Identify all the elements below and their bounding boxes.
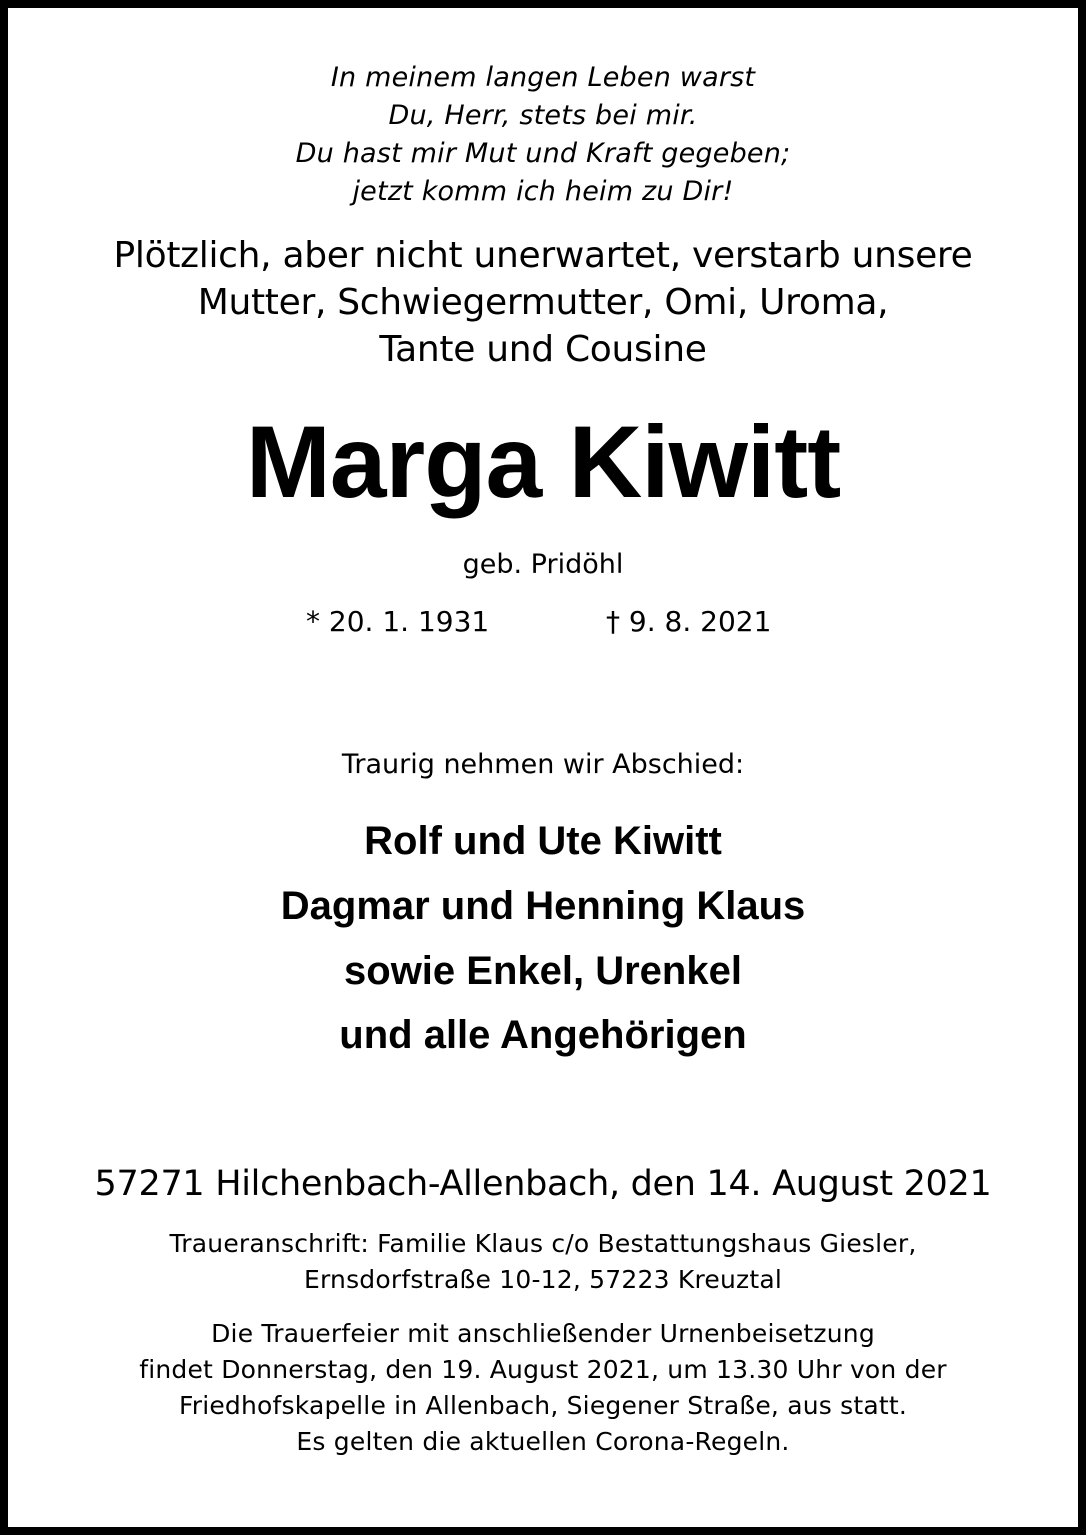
farewell-text: Traurig nehmen wir Abschied: [341, 749, 745, 780]
verse-line-2: Du, Herr, stets bei mir. [388, 100, 698, 131]
mourner-line-1: Rolf und Ute Kiwitt [364, 819, 722, 863]
birth-date: * 20. 1. 1931 [306, 605, 490, 638]
ceremony-line-4: Es gelten die aktuellen Corona-Regeln. [296, 1427, 790, 1456]
intro-line-3: Tante und Cousine [379, 329, 707, 370]
ceremony-line-1: Die Trauerfeier mit anschließender Urnenbeisetzung [211, 1319, 875, 1348]
ceremony-line-3: Friedhofskapelle in Allenbach, Siegener Straße, aus statt. [178, 1391, 908, 1420]
intro-line-2: Mutter, Schwiegermutter, Omi, Uroma, [197, 282, 889, 323]
verse-line-3: Du hast mir Mut und Kraft gegeben; [295, 138, 791, 169]
place-date: 57271 Hilchenbach-Allenbach, den 14. August 2021 [94, 1164, 992, 1204]
ceremony-line-2: findet Donnerstag, den 19. August 2021, um 13.30 Uhr von der [139, 1355, 947, 1384]
intro-line-1: Plötzlich, aber nicht unerwartet, verstarb unsere [113, 235, 973, 276]
mourner-line-4: und alle Angehörigen [339, 1013, 747, 1057]
verse-line-4: jetzt komm ich heim zu Dir! [352, 176, 734, 207]
deceased-name: Marga Kiwitt [245, 405, 841, 519]
maiden-name: geb. Pridöhl [462, 549, 624, 580]
address-line-2: Ernsdorfstraße 10-12, 57223 Kreuztal [303, 1265, 782, 1294]
mourner-line-3: sowie Enkel, Urenkel [344, 949, 742, 993]
mourner-line-2: Dagmar und Henning Klaus [280, 884, 806, 928]
verse-line-1: In meinem langen Leben warst [330, 62, 756, 93]
address-line-1: Traueranschrift: Familie Klaus c/o Bestattungshaus Giesler, [169, 1229, 917, 1258]
death-date: † 9. 8. 2021 [606, 605, 772, 638]
